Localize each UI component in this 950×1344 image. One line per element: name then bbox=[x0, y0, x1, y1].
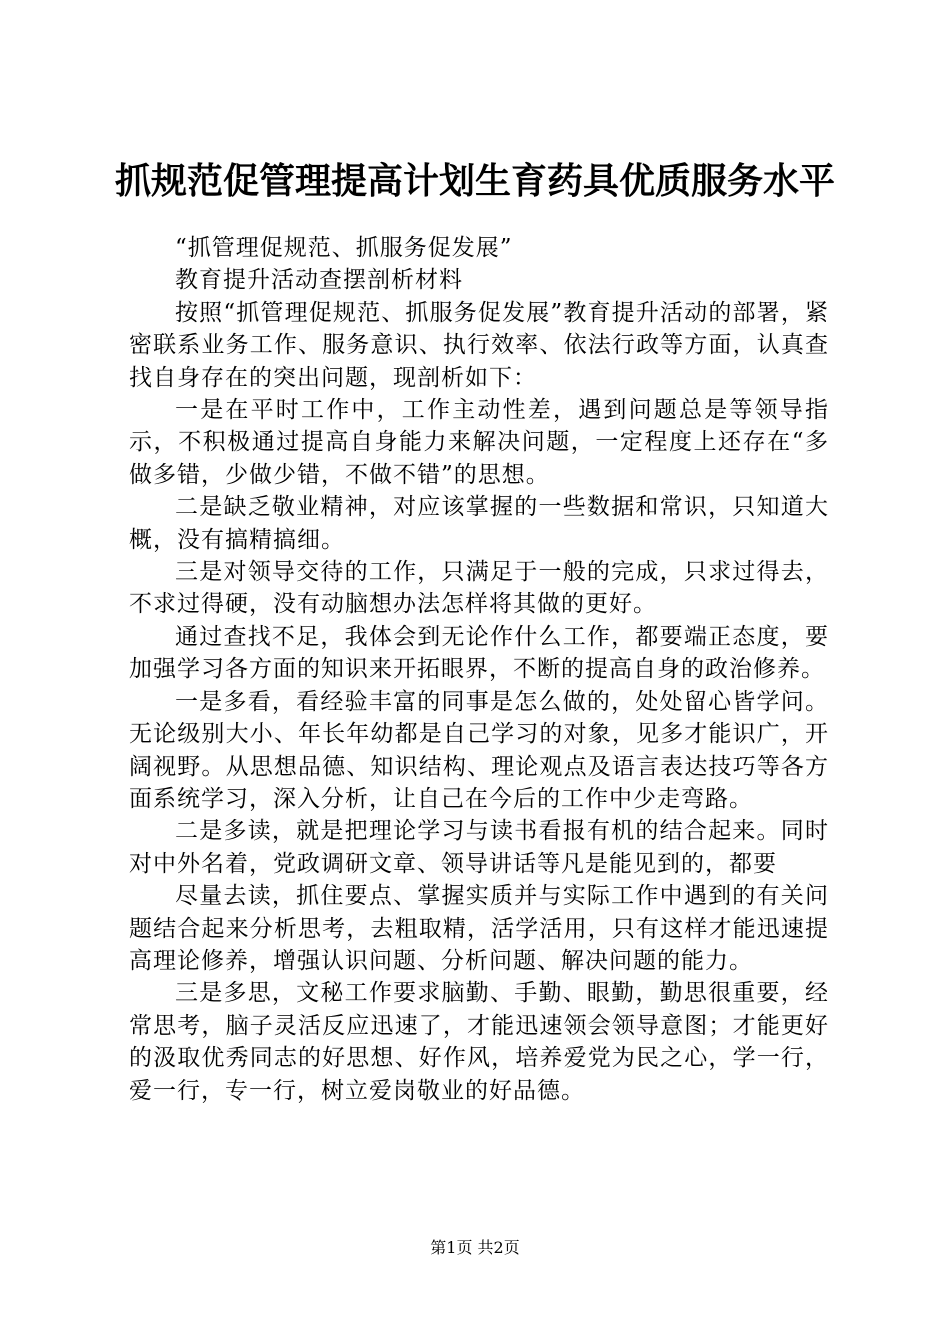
paragraph: 二是多读，就是把理论学习与读书看报有机的结合起来。同时对中外名着，党政调研文章、领导讲话等凡是能见到的，都要 bbox=[129, 818, 829, 877]
subtitle-line-2: 教育提升活动查摆剖析材料 bbox=[175, 267, 463, 294]
paragraph: 尽量去读，抓住要点、掌握实质并与实际工作中遇到的有关问题结合起来分析思考，去粗取精，活学活用，只有这样才能迅速提高理论修养，增强认识问题、分析问题、解决问题的能力。 bbox=[129, 883, 829, 974]
page-number-footer: 第1页 共2页 bbox=[430, 1238, 520, 1257]
paragraph: 三是多思，文秘工作要求脑勤、手勤、眼勤，勤思很重要，经常思考，脑子灵活反应迅速了，才能迅速领会领导意图；才能更好的汲取优秀同志的好思想、好作风，培养爱党为民之心，学一行，爱一行，专一行，树立爱岗敬业的好品德。 bbox=[129, 980, 829, 1104]
paragraph: 二是缺乏敬业精神，对应该掌握的一些数据和常识，只知道大概，没有搞精搞细。 bbox=[129, 494, 829, 553]
document-title: 抓规范促管理提高计划生育药具优质服务水平 bbox=[114, 161, 835, 202]
paragraph: 三是对领导交待的工作，只满足于一般的完成，只求过得去，不求过得硬，没有动脑想办法怎样将其做的更好。 bbox=[129, 559, 829, 618]
paragraph: 一是多看，看经验丰富的同事是怎么做的，处处留心皆学问。无论级别大小、年长年幼都是自己学习的对象，见多才能识广，开阔视野。从思想品德、知识结构、理论观点及语言表达技巧等各方面系统学习，深入分析，让自己在今后的工作中少走弯路。 bbox=[129, 688, 829, 812]
document-body bbox=[129, 232, 829, 1107]
paragraph: 一是在平时工作中，工作主动性差，遇到问题总是等领导指示，不积极通过提高自身能力来解决问题，一定程度上还存在“多做多错，少做少错，不做不错”的思想。 bbox=[129, 397, 829, 488]
paragraph: 按照“抓管理促规范、抓服务促发展”教育提升活动的部署，紧密联系业务工作、服务意识、执行效率、依法行政等方面，认真查找自身存在的突出问题，现剖析如下： bbox=[129, 299, 829, 391]
subtitle-line-1: “抓管理促规范、抓服务促发展” bbox=[175, 235, 513, 261]
paragraph: 通过查找不足，我体会到无论作什么工作，都要端正态度，要加强学习各方面的知识来开拓眼界，不断的提高自身的政治修养。 bbox=[129, 623, 829, 683]
